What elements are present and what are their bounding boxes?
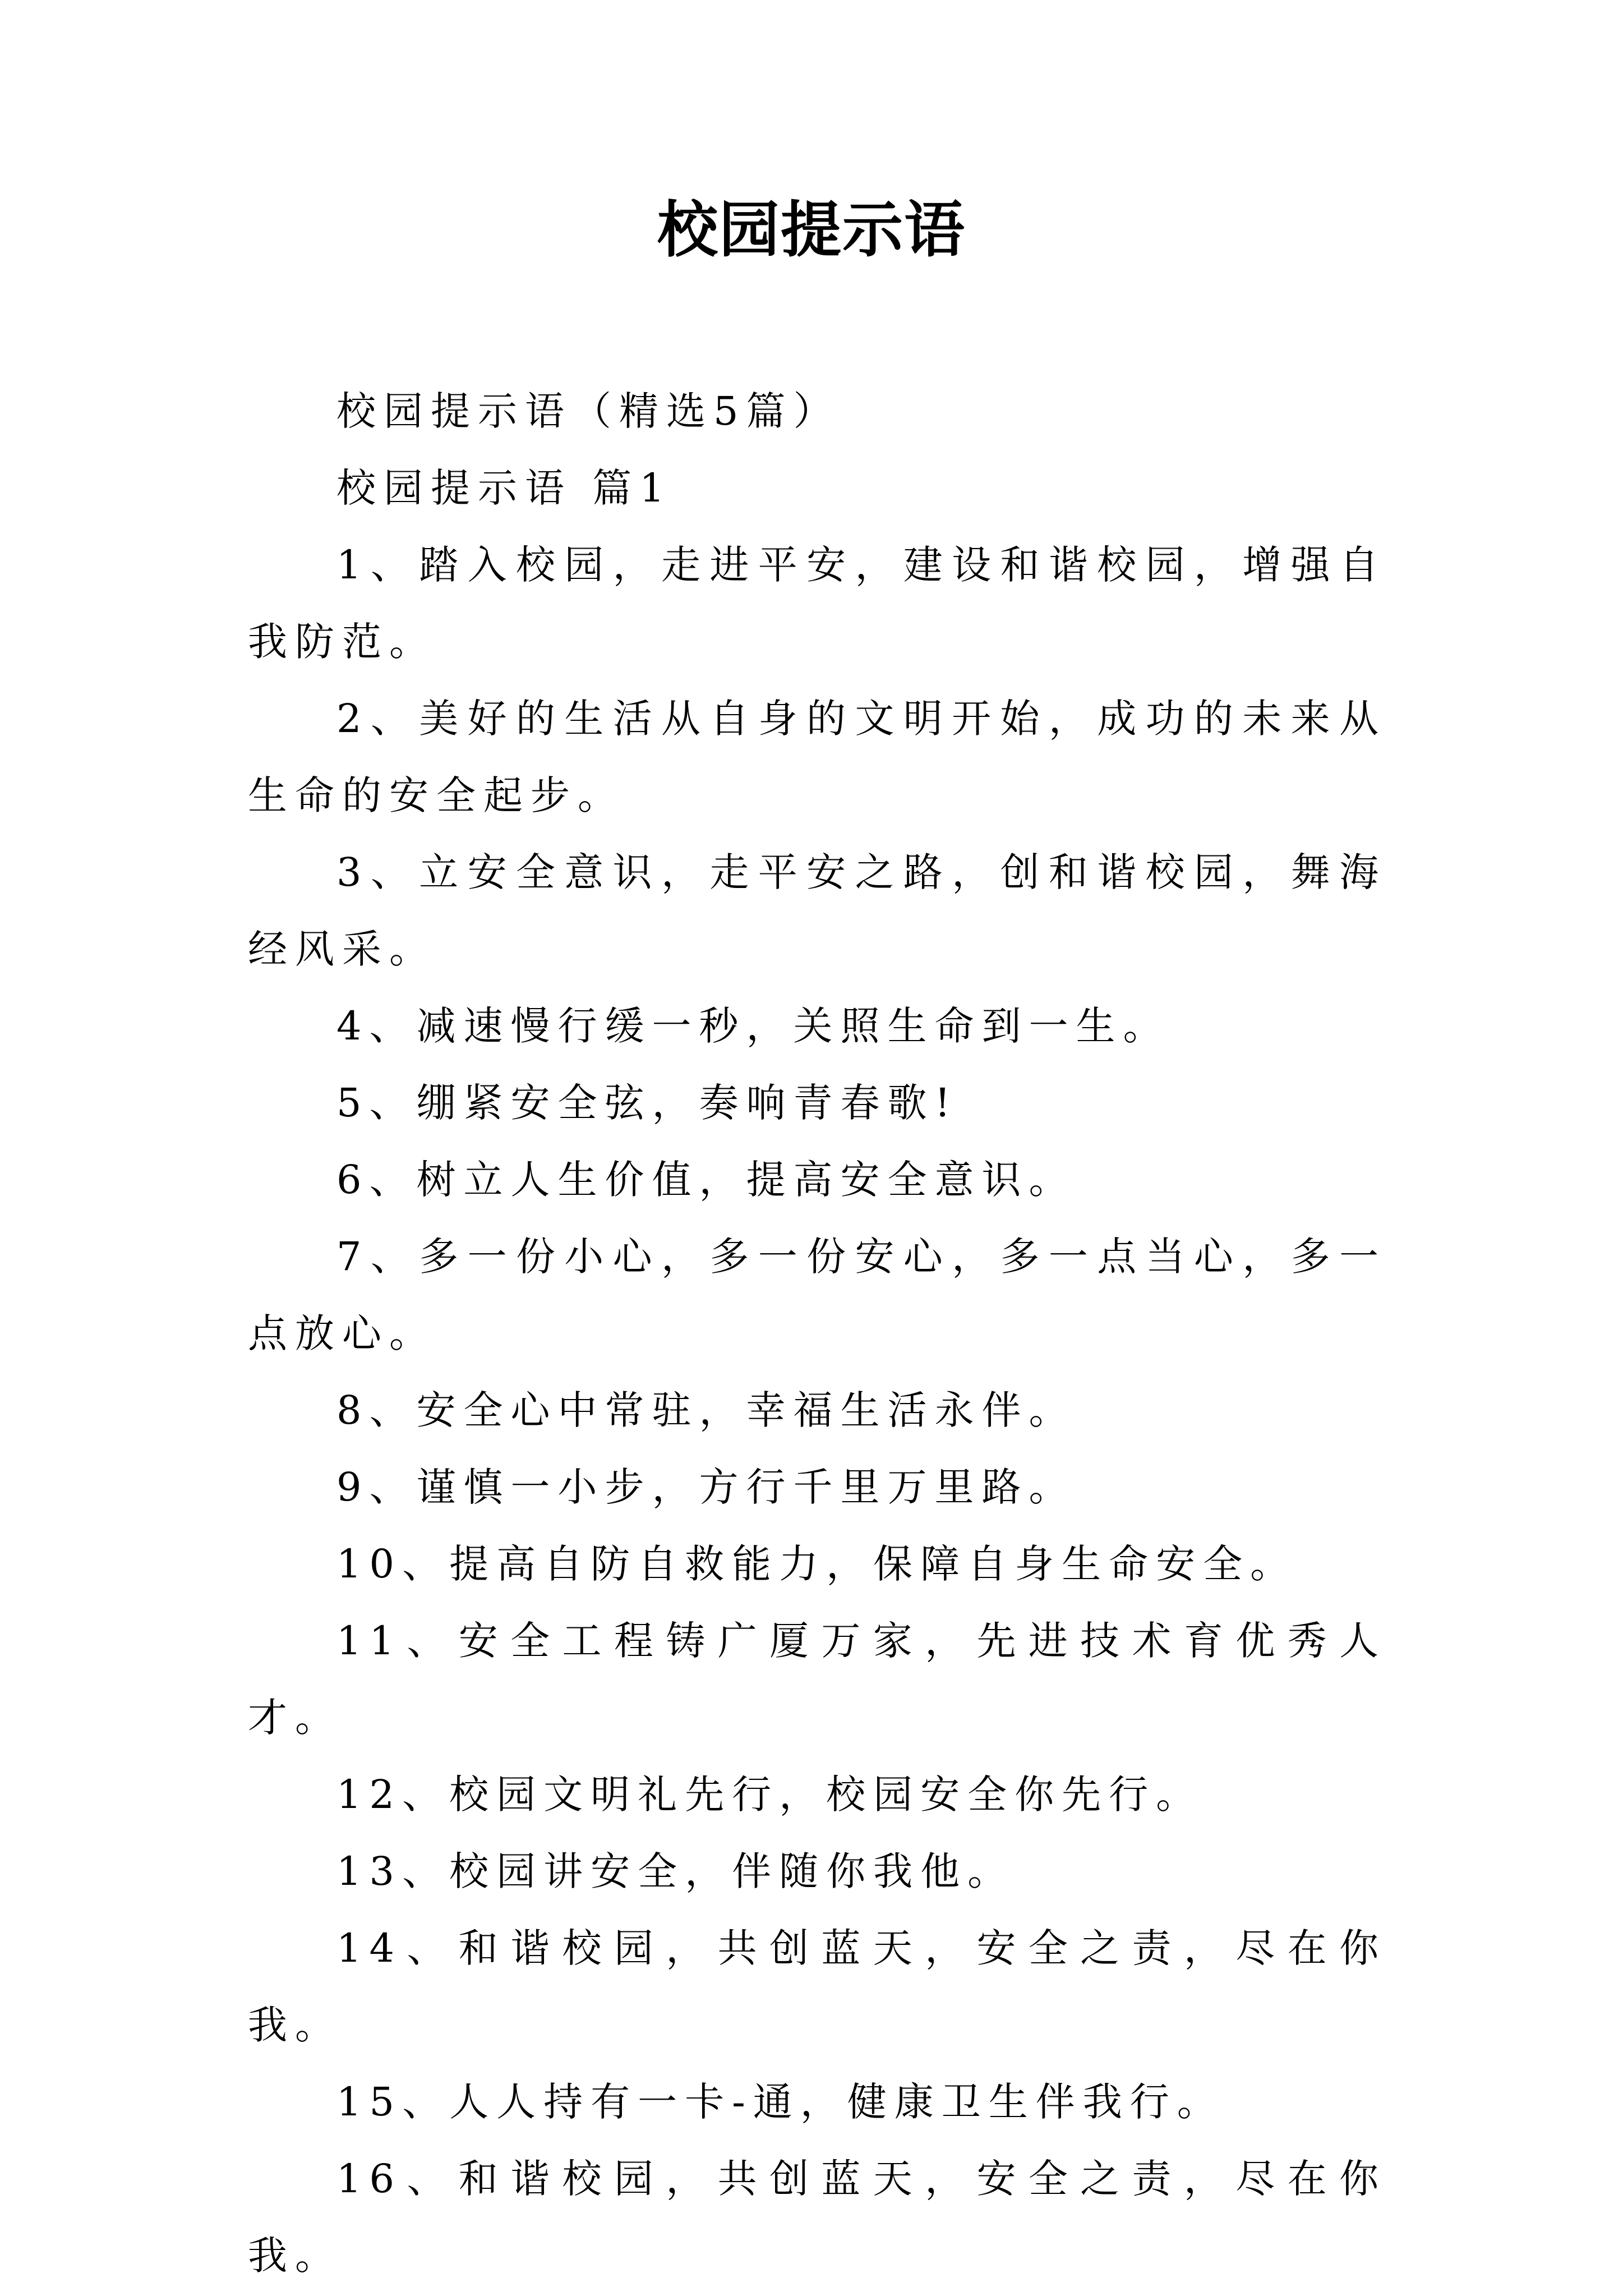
document-title: 校园提示语 [657, 195, 966, 265]
paragraph-item-5: 5、绷紧安全弦，奏响青春歌! [336, 1080, 958, 1126]
paragraph-item-11: 11、安全工程铸广厦万家，先进技术育优秀人才。 [248, 1618, 1386, 1741]
paragraph-item-1: 1、踏入校园，走进平安，建设和谐校园，增强自我防范。 [248, 542, 1386, 665]
paragraph-item-16: 16、和谐校园，共创蓝天，安全之责，尽在你我。 [248, 2156, 1386, 2279]
paragraph-item-10: 10、提高自防自救能力，保障自身生命安全。 [336, 1541, 1298, 1587]
paragraph-item-13: 13、校园讲安全，伴随你我他。 [336, 1848, 1015, 1894]
paragraph-item-6: 6、树立人生价值，提高安全意识。 [336, 1157, 1076, 1203]
paragraph-item-4: 4、减速慢行缓一秒，关照生命到一生。 [336, 1003, 1170, 1049]
paragraph-subtitle: 校园提示语（精选5篇） [336, 388, 841, 434]
paragraph-item-3: 3、立安全意识，走平安之路，创和谐校园，舞海经风采。 [248, 849, 1386, 972]
document-body [248, 373, 1386, 2294]
paragraph-item-9: 9、谨慎一小步，方行千里万里路。 [336, 1464, 1076, 1510]
paragraph-item-12: 12、校园文明礼先行，校园安全你先行。 [336, 1772, 1204, 1818]
paragraph-item-15: 15、人人持有一卡-通，健康卫生伴我行。 [336, 2079, 1224, 2125]
paragraph-item-2: 2、美好的生活从自身的文明开始，成功的未来从生命的安全起步。 [248, 696, 1386, 818]
paragraph-item-8: 8、安全心中常驻，幸福生活永伴。 [336, 1387, 1076, 1433]
paragraph-section-heading: 校园提示语 篇1 [336, 465, 672, 511]
paragraph-item-14: 14、和谐校园，共创蓝天，安全之责，尽在你我。 [248, 1925, 1386, 2048]
paragraph-item-7: 7、多一份小心，多一份安心，多一点当心，多一点放心。 [248, 1234, 1386, 1356]
